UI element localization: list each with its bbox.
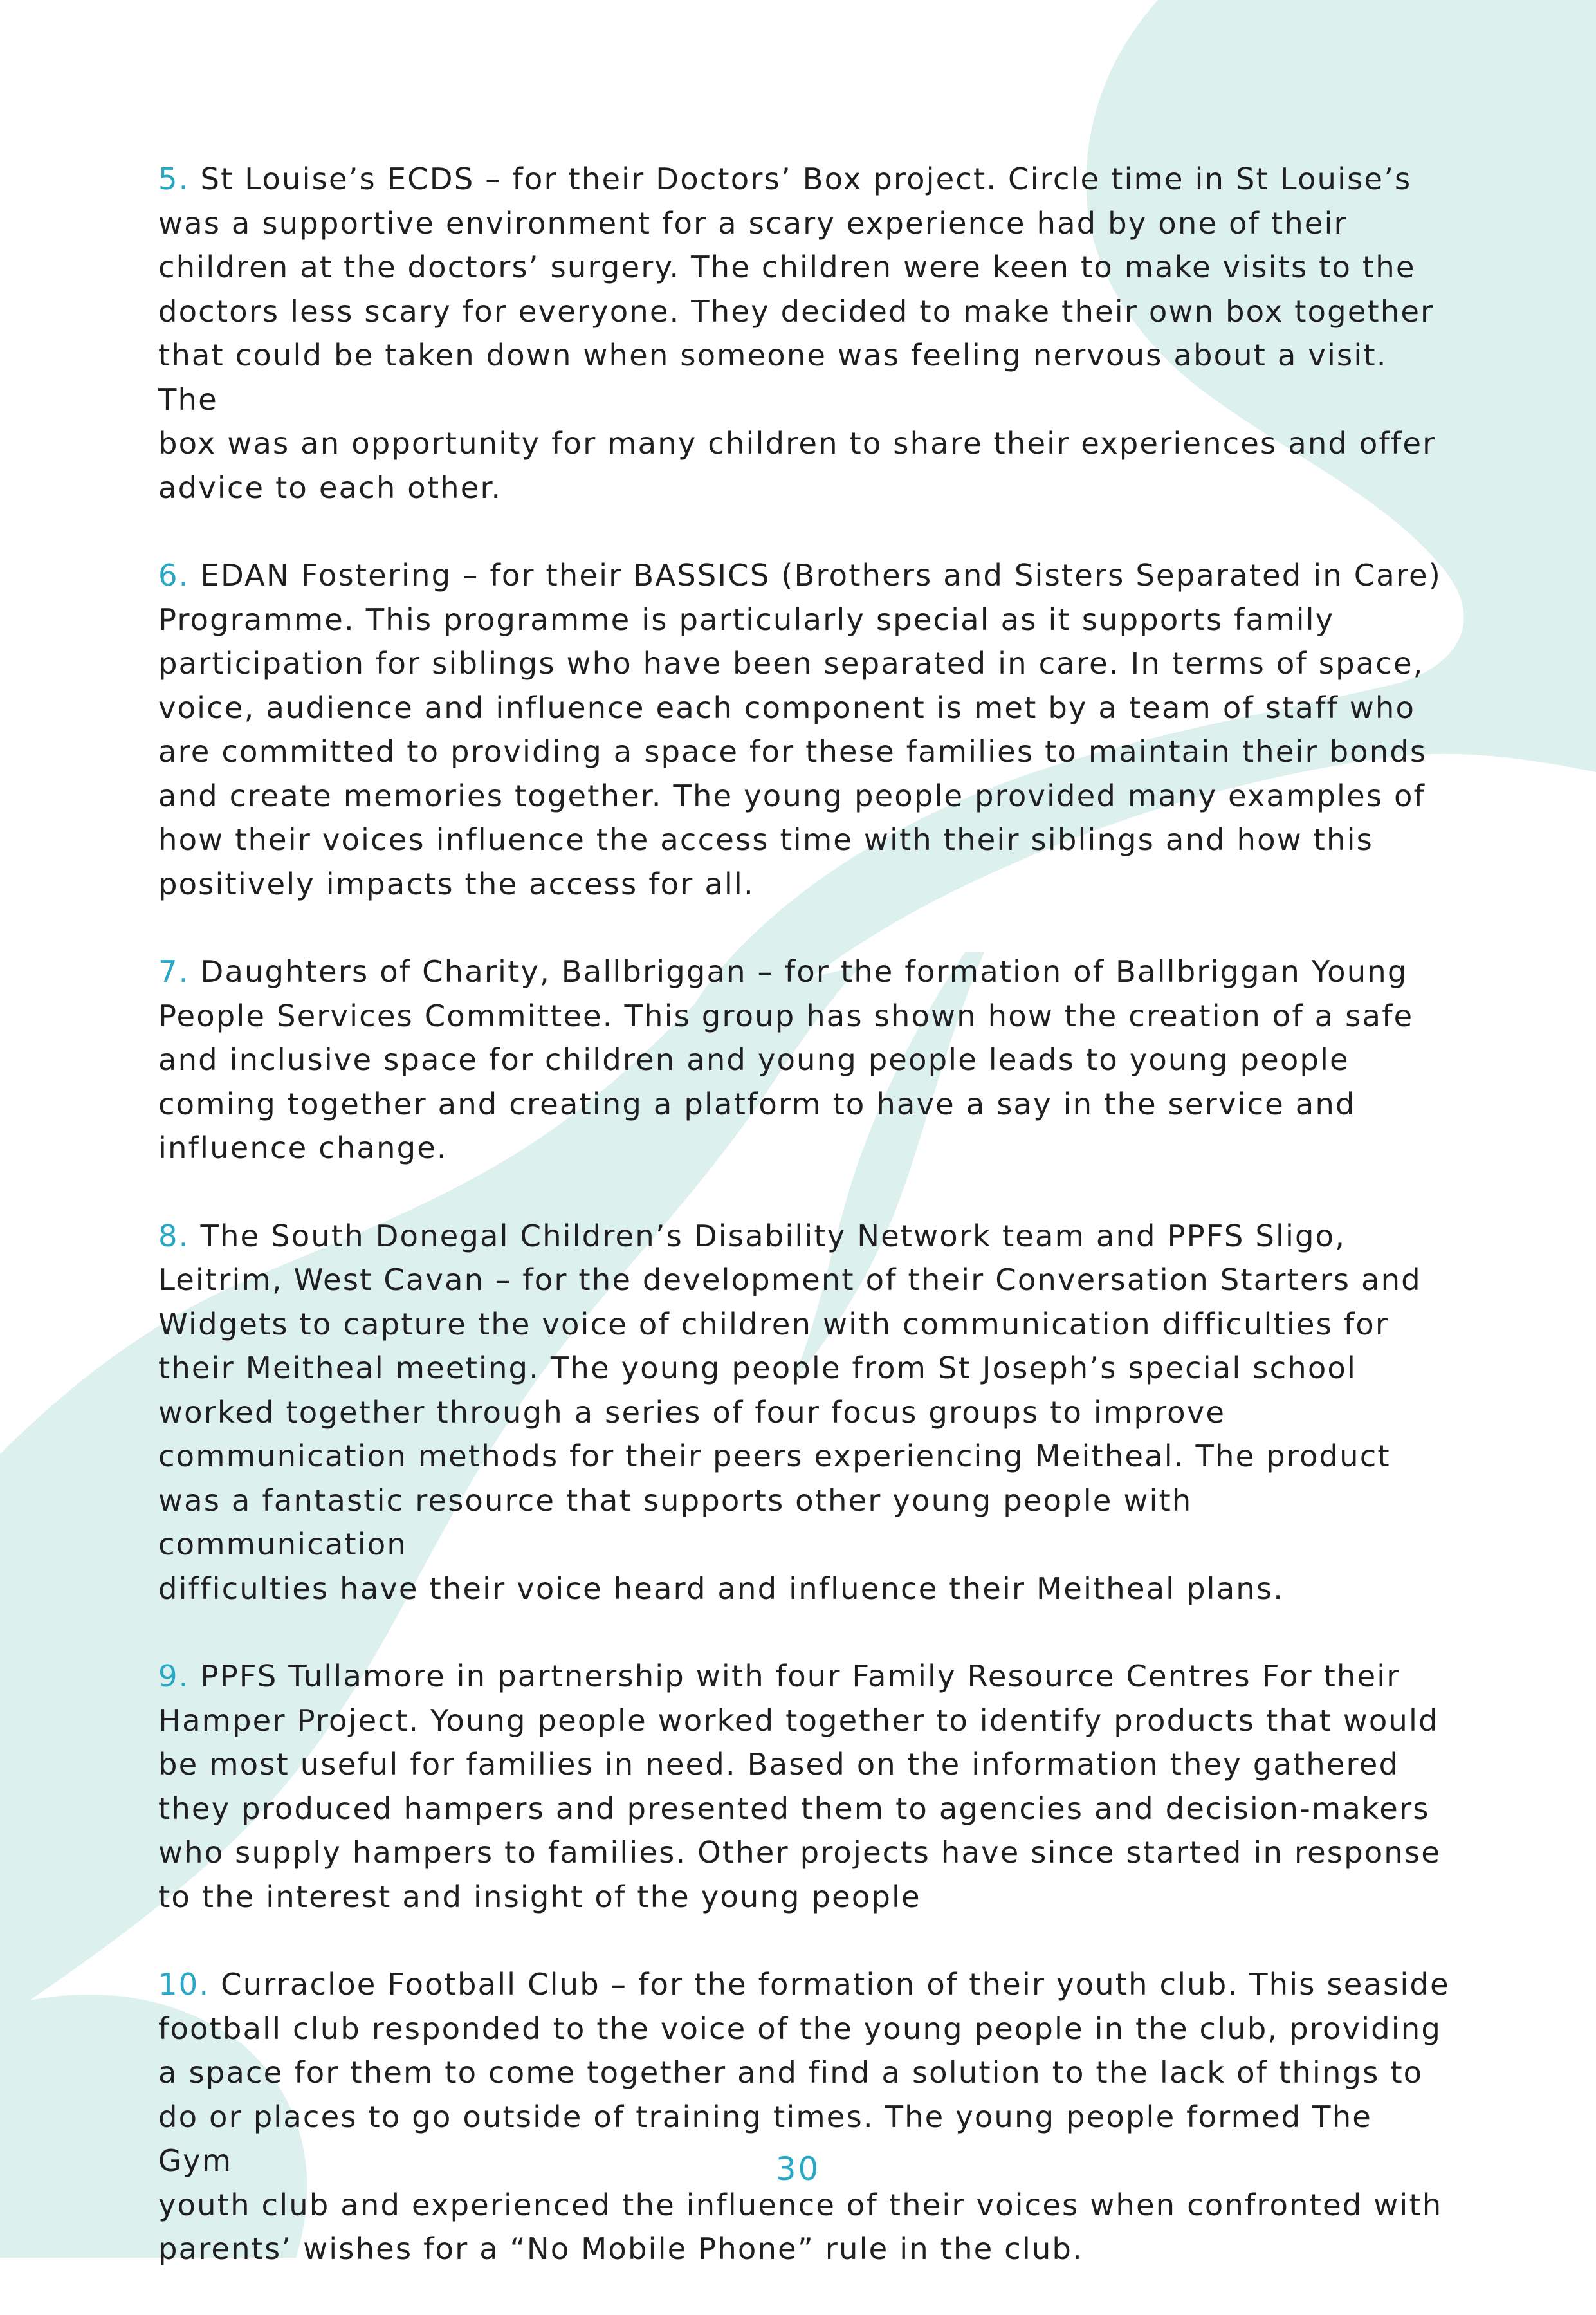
item-line: Daughters of Charity, Ballbriggan – for the formation of Ballbriggan Young [200, 954, 1408, 989]
awards-list [158, 157, 1451, 2315]
item-line: a space for them to come together and find a solution to the lack of things to [158, 2055, 1424, 2090]
item-line: they produced hampers and presented them to agencies and decision-makers [158, 1791, 1430, 1826]
item-line: PPFS Tullamore in partnership with four Family Resource Centres For their [200, 1659, 1400, 1693]
item-line: and inclusive space for children and young people leads to young people [158, 1042, 1350, 1077]
item-number: 6. [158, 558, 190, 593]
item-line: difficulties have their voice heard and influence their Meitheal plans. [158, 1571, 1285, 1606]
item-number: 9. [158, 1659, 190, 1693]
item-line: be most useful for families in need. Based on the information they gathered [158, 1747, 1400, 1782]
item-line: are committed to providing a space for these families to maintain their bonds [158, 734, 1427, 769]
page-number: 30 [775, 2150, 821, 2188]
item-line: doctors less scary for everyone. They decided to make their own box together [158, 293, 1435, 329]
item-line: do or places to go outside of training times. The young people formed The Gym [158, 2099, 1372, 2178]
item-line: to the interest and insight of the young people [158, 1879, 921, 1914]
item-line: parents’ wishes for a “No Mobile Phone” rule in the club. [158, 2231, 1083, 2266]
item-line: was a supportive environment for a scary experience had by one of their [158, 205, 1348, 241]
item-line: that could be taken down when someone was feeling nervous about a visit. The [158, 338, 1388, 417]
item-line: coming together and creating a platform to have a say in the service and [158, 1086, 1356, 1121]
item-line: was a fantastic resource that supports other young people with communication [158, 1482, 1193, 1562]
item-line: who supply hampers to families. Other projects have since started in response [158, 1835, 1441, 1870]
item-line: children at the doctors’ surgery. The children were keen to make visits to the [158, 250, 1416, 284]
item-line: box was an opportunity for many children to share their experiences and offer [158, 426, 1436, 461]
item-line: EDAN Fostering – for their BASSICS (Brothers and Sisters Separated in Care) [200, 558, 1442, 593]
item-line: Programme. This programme is particularly special as it supports family [158, 602, 1335, 637]
item-line: influence change. [158, 1130, 448, 1165]
list-item [158, 553, 1451, 906]
item-line: football club responded to the voice of the young people in the club, providing [158, 2011, 1442, 2046]
item-line: Leitrim, West Cavan – for the development of their Conversation Starters and [158, 1262, 1422, 1297]
item-number: 5. [158, 161, 190, 196]
item-line: and create memories together. The young people provided many examples of [158, 778, 1426, 813]
item-line: Widgets to capture the voice of children with communication difficulties for [158, 1306, 1390, 1342]
item-line: worked together through a series of four focus groups to improve [158, 1394, 1226, 1430]
list-item [158, 1214, 1451, 1611]
list-item [158, 1654, 1451, 1919]
item-line: positively impacts the access for all. [158, 866, 755, 901]
item-line: Curracloe Football Club – for the formation of their youth club. This seaside [221, 1967, 1450, 2002]
item-line: their Meitheal meeting. The young people from St Joseph’s special school [158, 1351, 1357, 1385]
list-item [158, 157, 1451, 510]
item-line: voice, audience and influence each component is met by a team of staff who [158, 690, 1416, 725]
list-item [158, 950, 1451, 1170]
item-line: communication methods for their peers experiencing Meitheal. The product [158, 1439, 1391, 1473]
item-number: 8. [158, 1218, 190, 1253]
item-number: 10. [158, 1967, 210, 2002]
item-line: St Louise’s ECDS – for their Doctors’ Box project. Circle time in St Louise’s [200, 161, 1412, 196]
item-line: youth club and experienced the influence of their voices when confronted with [158, 2187, 1443, 2222]
item-line: how their voices influence the access time with their siblings and how this [158, 822, 1373, 857]
list-item [158, 1962, 1451, 2271]
item-line: advice to each other. [158, 470, 502, 505]
item-line: The South Donegal Children’s Disability Network team and PPFS Sligo, [200, 1218, 1346, 1253]
item-number: 7. [158, 954, 190, 989]
item-line: participation for siblings who have been separated in care. In terms of space, [158, 646, 1424, 681]
item-line: Hamper Project. Young people worked together to identify products that would [158, 1702, 1439, 1738]
item-line: People Services Committee. This group has shown how the creation of a safe [158, 998, 1414, 1033]
